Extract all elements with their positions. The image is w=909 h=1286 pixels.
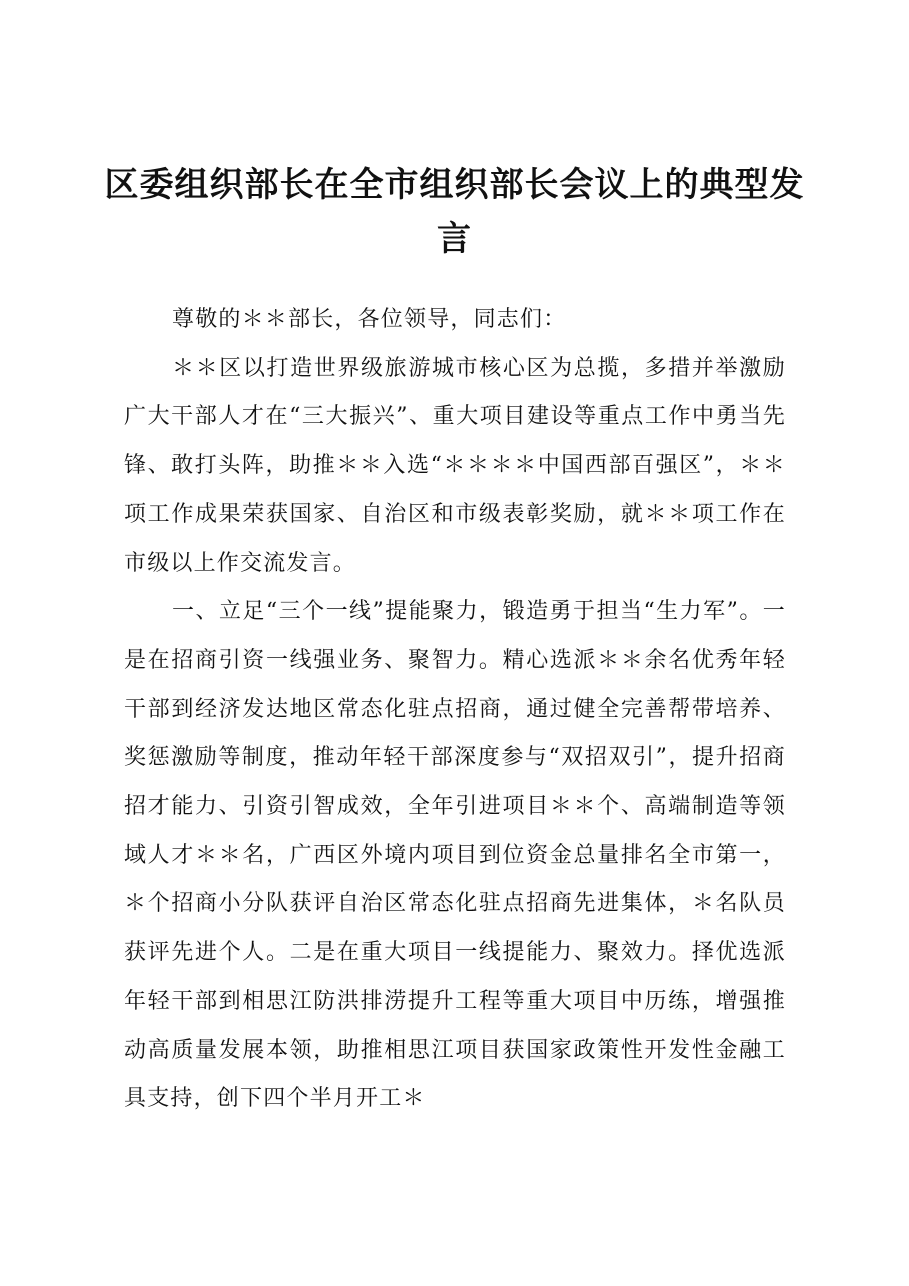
paragraph-section-one: 一、立足“三个一线”提能聚力，锻造勇于担当“生力军”。一是在招商引资一线强业务、聚智力。精心选派＊＊余名优秀年轻干部到经济发达地区常态化驻点招商，通过健全完善帮带培养、奖惩激励等制度，推动年轻干部深度参与“双招双引”，提升招商招才能力、引资引智成效，全年引进项目＊＊个、高端制造等领域人才＊＊名，广西区外境内项目到位资金总量排名全市第一，＊个招商小分队获评自治区常态化驻点招商先进集体，＊名队员获评先进个人。二是在重大项目一线提能力、聚效力。择优选派年轻干部到相思江防洪排涝提升工程等重大项目中历练，增强推动高质量发展本领，助推相思江项目获国家政策性开发性金融工具支持，创下四个半月开工＊ xyxy=(124,599,786,1112)
document-title: 区委组织部长在全市组织部长会议上的典型发言 xyxy=(104,165,805,259)
paragraph-intro: ＊＊区以打造世界级旅游城市核心区为总揽，多措并举激励广大干部人才在“三大振兴”、重大项目建设等重点工作中勇当先锋、敢打头阵，助推＊＊入选“＊＊＊＊中国西部百强区”，＊＊项工作成果荣获国家、自治区和市级表彰奖励，就＊＊项工作在市级以上作交流发言。 xyxy=(124,355,786,576)
document-body xyxy=(124,296,786,1124)
salutation: 尊敬的＊＊部长，各位领导，同志们： xyxy=(172,307,567,332)
